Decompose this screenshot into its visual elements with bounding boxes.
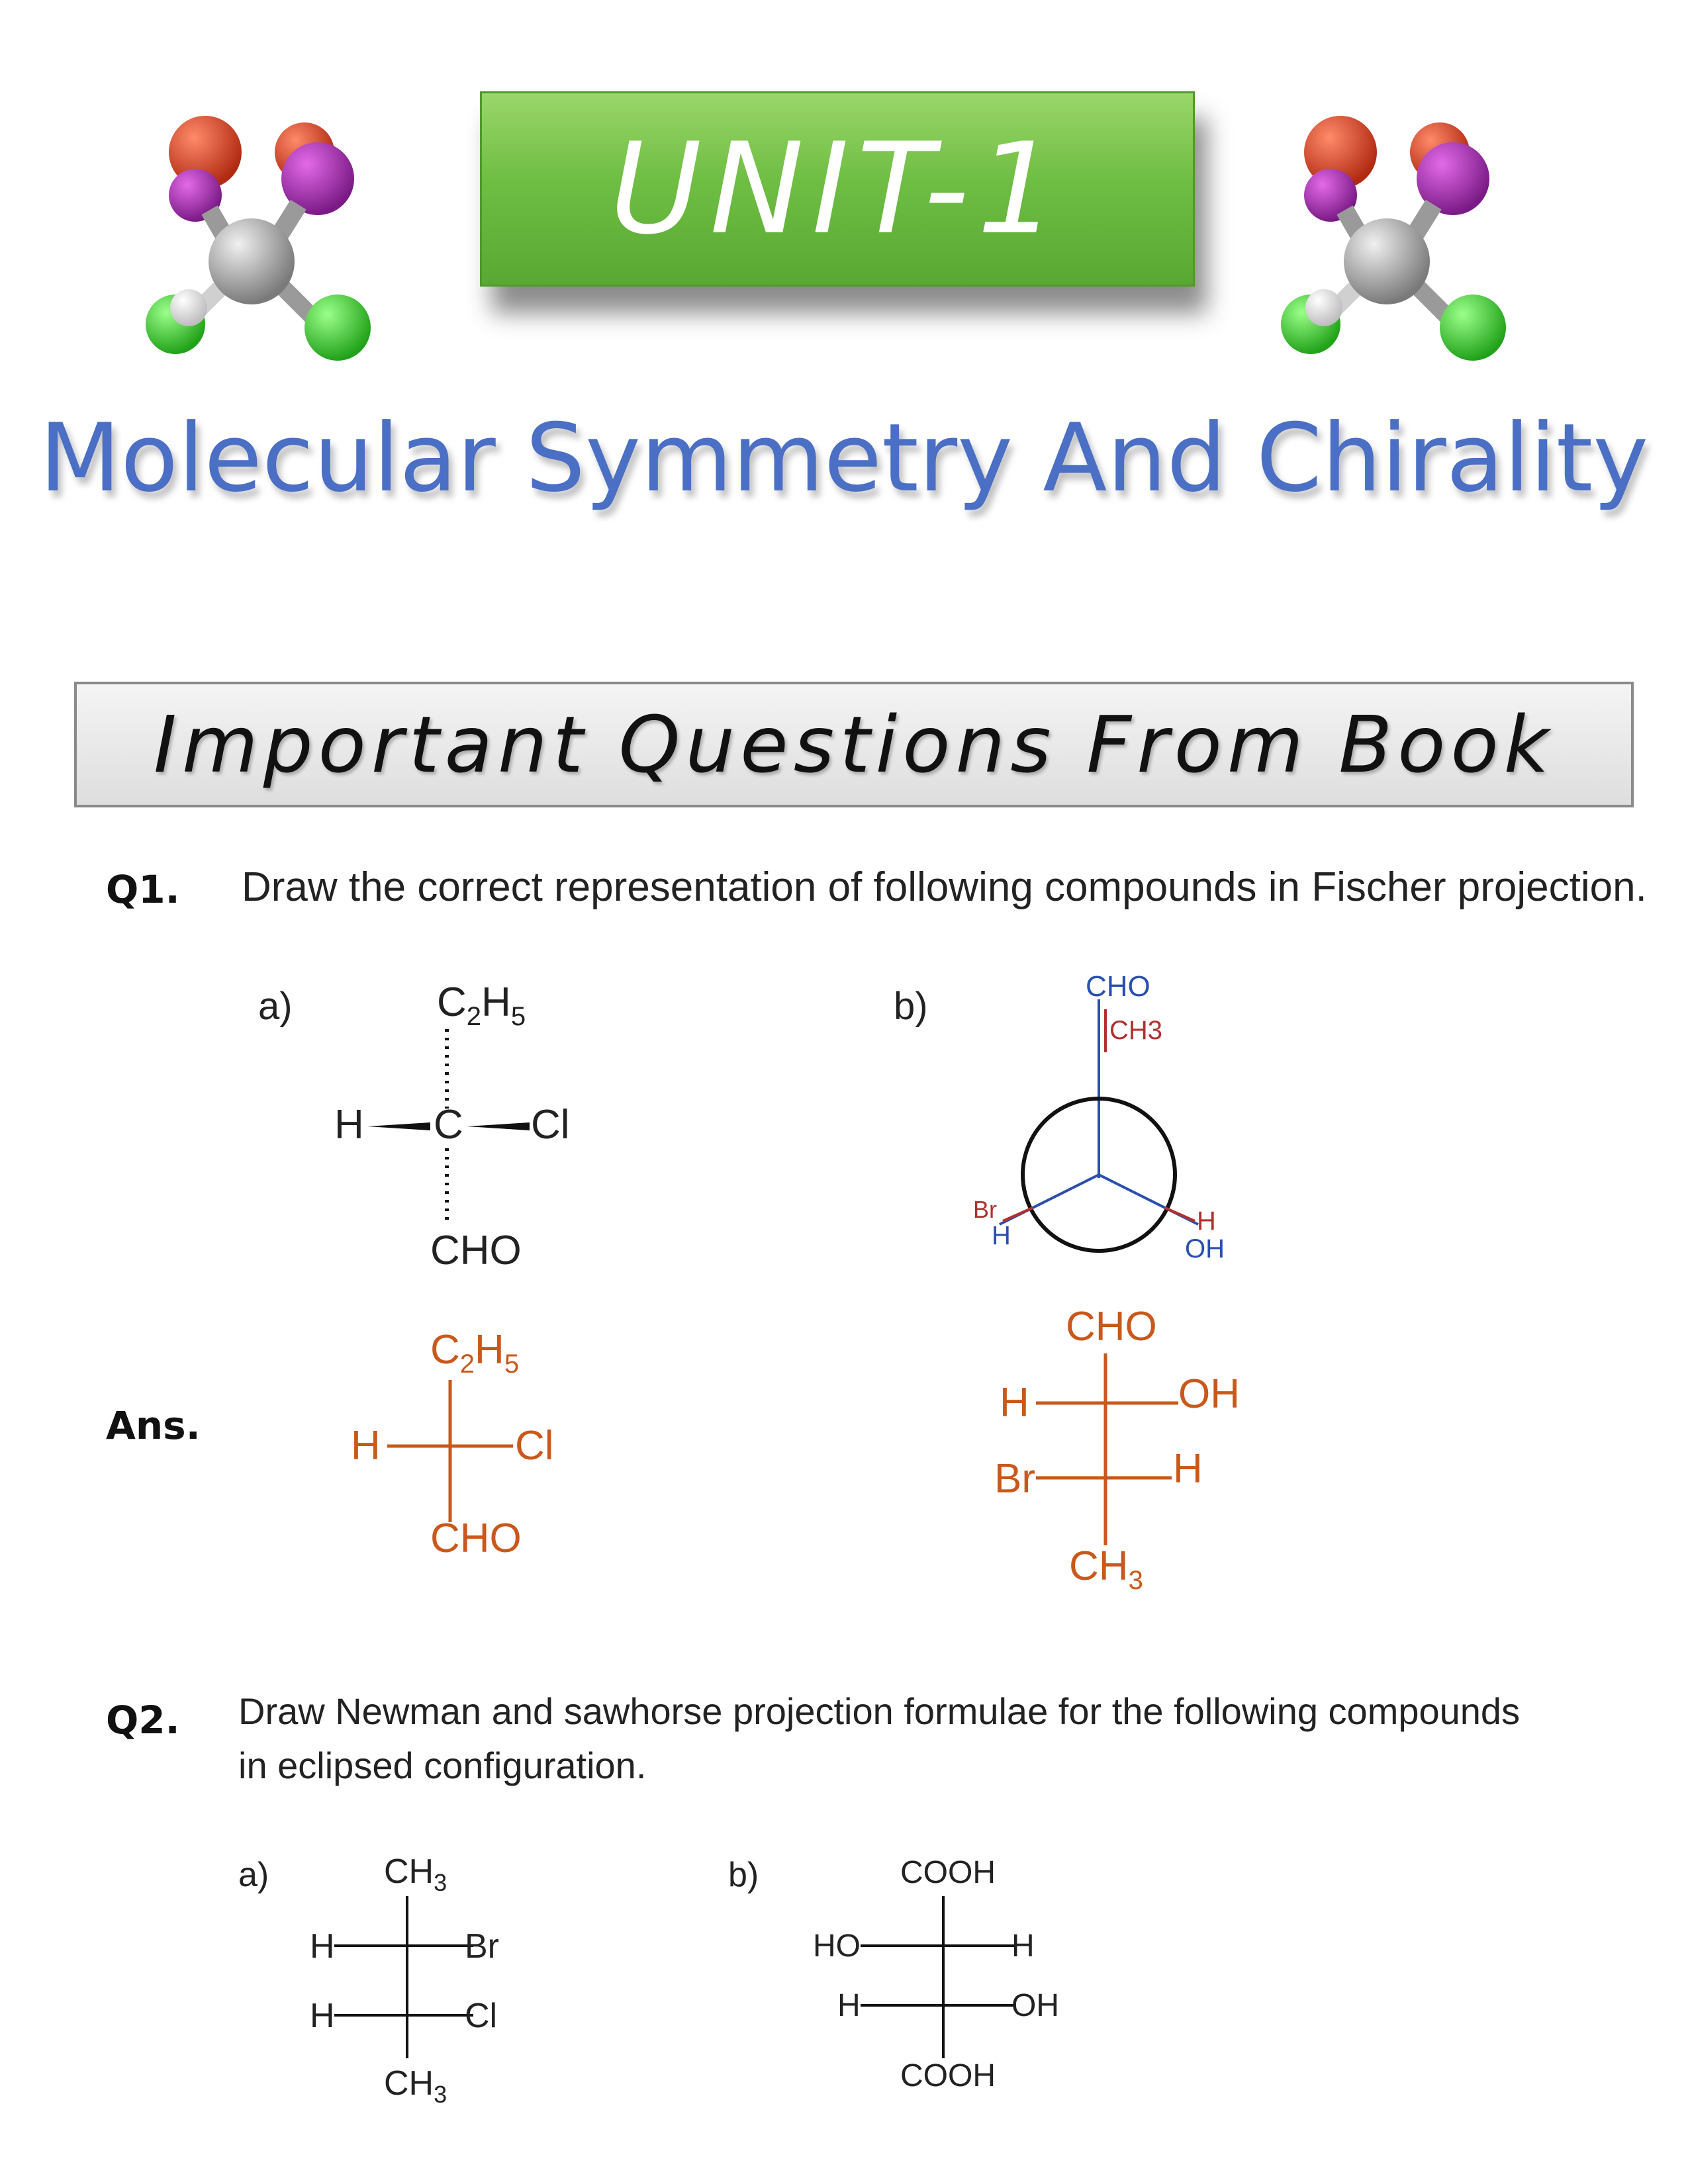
q2a-top: $CH_3$: [384, 1852, 447, 1896]
q1b-right-b: OH: [1185, 1234, 1225, 1263]
q2-label: Q2.: [106, 1698, 180, 1743]
q2b-row1-right: H: [1011, 1929, 1035, 1964]
q2-part-a-fischer: [225, 1840, 569, 2118]
q1-part-b-newman: [880, 960, 1278, 1291]
q2-text-line1: Draw Newman and sawhorse projection formulae for the following compounds: [238, 1690, 1521, 1732]
q2a-row2-right: Cl: [465, 1997, 498, 2035]
q2b-row2-left: H: [837, 1988, 861, 2023]
q2-text: [238, 1684, 1520, 1793]
ans-a-bottom: CHO: [430, 1516, 522, 1561]
section-heading: Important Questions From Book: [154, 699, 1554, 790]
q2a-row1-left: H: [310, 1927, 335, 1966]
unit-banner: [480, 91, 1195, 287]
molecule-model-right-icon: [1261, 106, 1513, 371]
q1b-label: b): [894, 985, 928, 1028]
q1-text: Draw the correct representation of following compounds in Fischer projection.: [242, 864, 1647, 910]
q2a-label: a): [238, 1856, 269, 1894]
q1a-top: $C_2H_5$: [437, 979, 526, 1031]
ans-b-top: CHO: [1066, 1304, 1157, 1349]
molecule-model-left-icon: [126, 106, 377, 371]
ans-b-bottom: $CH_3$: [1069, 1543, 1143, 1595]
answer-label: Ans.: [106, 1403, 201, 1448]
q2-text-line2: in eclipsed configuration.: [238, 1745, 647, 1786]
q2b-bottom: COOH: [900, 2058, 996, 2093]
q2-part-b-fischer: [715, 1840, 1125, 2118]
q1a-center: C: [434, 1102, 463, 1148]
answer-b-fischer: [980, 1294, 1297, 1598]
q1a-label: a): [258, 985, 293, 1028]
q2b-row2-right: OH: [1011, 1988, 1059, 2023]
q1b-back-top: CH3: [1109, 1016, 1163, 1045]
ans-a-right: Cl: [515, 1423, 554, 1469]
q1b-right-a: H: [1197, 1206, 1216, 1236]
ans-b-row1-right: OH: [1178, 1371, 1240, 1417]
q2a-row2-left: H: [310, 1997, 335, 2035]
q1b-left-b: H: [992, 1221, 1011, 1250]
q1b-front-top: CHO: [1086, 970, 1150, 1003]
q2a-bottom: $CH_3$: [384, 2064, 447, 2108]
q1a-right: Cl: [531, 1102, 570, 1148]
q2b-top: COOH: [900, 1855, 996, 1890]
page-title: Molecular Symmetry And Chirality: [39, 404, 1649, 513]
q1-label: Q1.: [106, 867, 180, 912]
q1b-left-a: Br: [973, 1196, 997, 1223]
q2b-row1-left: HO: [813, 1929, 861, 1964]
q2a-row1-right: Br: [465, 1927, 499, 1966]
ans-b-row2-right: H: [1173, 1446, 1203, 1492]
q2b-label: b): [728, 1856, 759, 1894]
ans-a-left: H: [351, 1423, 381, 1469]
section-heading-box: [74, 682, 1634, 807]
q1a-left: H: [334, 1102, 364, 1148]
unit-label: UNIT-1: [610, 116, 1065, 262]
ans-b-row2-left: Br: [994, 1456, 1035, 1502]
ans-b-row1-left: H: [1000, 1380, 1029, 1426]
q1a-bottom: CHO: [430, 1228, 522, 1273]
q1-part-a-structure: [245, 960, 675, 1291]
answer-a-fischer: [331, 1317, 596, 1582]
ans-a-top: $C_2H_5$: [430, 1327, 520, 1379]
